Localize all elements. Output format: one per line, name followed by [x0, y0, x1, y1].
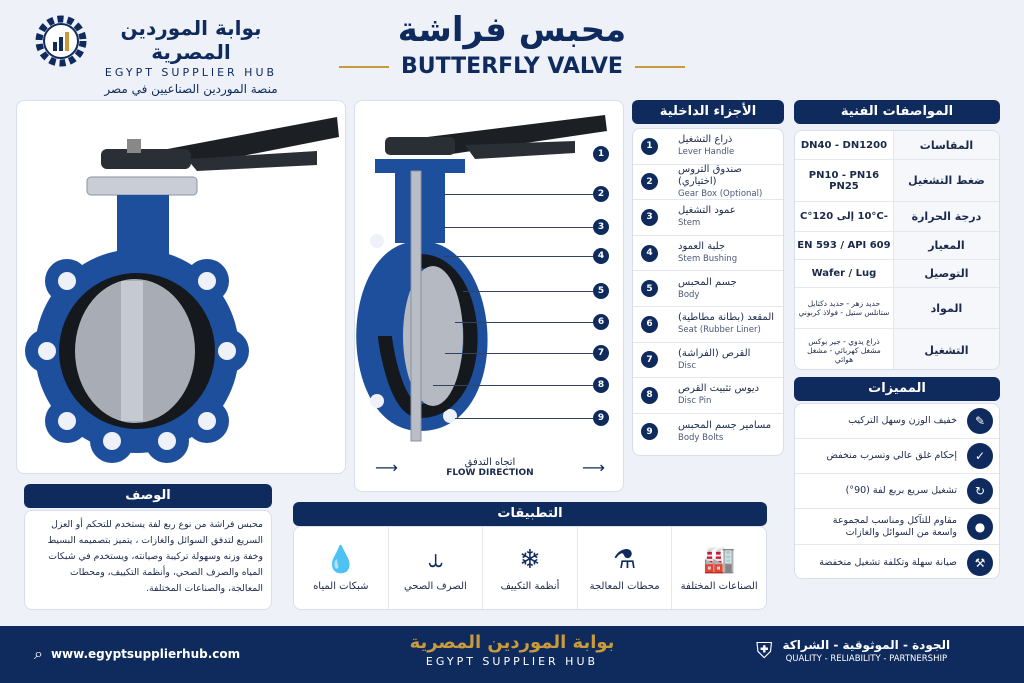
table-row: PN10 - PN16 PN25 ضغط التشغيل: [795, 160, 999, 202]
callout-9: 9: [593, 410, 609, 426]
page-title: [320, 8, 704, 79]
treatment-plant-icon: ⚗: [612, 544, 637, 575]
specs-heading: المواصفات الفنية: [794, 100, 1000, 124]
brand-name-en: EGYPT SUPPLIER HUB: [104, 66, 278, 79]
footer-values-ar: الجودة - الموثوقية - الشراكة: [782, 638, 951, 652]
wrench-icon: ⚒: [967, 550, 993, 576]
list-item: 1 ذراع التشغيل Lever Handle: [633, 129, 783, 165]
app-industry: 🏭 الصناعات المختلفة: [671, 527, 766, 609]
list-item: 9 مسامير جسم المحبس Body Bolts: [633, 414, 783, 450]
list-item: مقاوم للتآكل ومناسب لمجموعة واسعة من السوائل والغازات ●: [795, 509, 999, 545]
specs-table: [794, 130, 1000, 370]
list-item: صيانة سهلة وتكلفة تشغيل منخفضة ⚒: [795, 545, 999, 579]
shield-check-icon: ✓: [967, 443, 993, 469]
table-row: EN 593 / API 609 المعيار: [795, 232, 999, 260]
parts-heading: الأجزاء الداخلية: [632, 100, 784, 124]
arrow-right-icon: ⟶: [375, 458, 398, 477]
applications-heading: التطبيقات: [293, 502, 767, 526]
sewage-pipe-icon: ⥿: [428, 544, 443, 574]
flow-direction: [375, 457, 605, 478]
feather-icon: ✎: [967, 408, 993, 434]
globe-search-icon: ⌕: [34, 644, 43, 663]
arrow-right-icon: ⟶: [582, 458, 605, 477]
rotate-90-icon: ↻: [967, 478, 993, 504]
list-item: 8 ديوس تثبيت القرص Disc Pin: [633, 378, 783, 414]
valve-photo-card: [16, 100, 346, 474]
app-sewage: ⥿ الصرف الصحي: [388, 527, 483, 609]
list-item: خفيف الوزن وسهل التركيب ✎: [795, 404, 999, 439]
list-item: 4 جلبة العمود Stem Bushing: [633, 236, 783, 272]
flow-label-en: FLOW DIRECTION: [446, 468, 534, 478]
table-row: -10°C إلى 120°C درجة الحرارة: [795, 202, 999, 232]
shield-check-icon: ⛨: [756, 638, 773, 664]
list-item: إحكام غلق عالي وتسرب منخفض ✓: [795, 439, 999, 474]
callout-1: 1: [593, 146, 609, 162]
callout-5: 5: [593, 283, 609, 299]
factory-icon: 🏭: [702, 544, 736, 575]
list-item: 3 عمود التشغيل Stem: [633, 200, 783, 236]
features-list: [794, 403, 1000, 579]
parts-list: [632, 128, 784, 456]
footer-brand-ar: بوابة الموردين المصرية: [409, 632, 615, 653]
valve-section-card: [354, 100, 624, 492]
callout-6: 6: [593, 314, 609, 330]
description-heading: الوصف: [24, 484, 272, 508]
parts-panel: [632, 100, 784, 124]
app-treatment: ⚗ محطات المعالجة: [577, 527, 672, 609]
brand-block: [96, 16, 286, 96]
features-heading: المميزات: [794, 377, 1000, 401]
table-row: حديد زهر - حديد دكتايل ستانلس ستيل - فولاذ كربوني المواد: [795, 288, 999, 329]
applications-row: [293, 526, 767, 610]
callout-7: 7: [593, 345, 609, 361]
footer: [0, 626, 1024, 683]
water-drops-icon: 💧: [324, 544, 357, 575]
brand-name-ar: بوابة الموردين المصرية: [120, 16, 262, 64]
brand-logo: [34, 14, 88, 68]
list-item: تشغيل سريع بربع لفة (90°) ↻: [795, 474, 999, 509]
list-item: 7 القرص (الفراشة) Disc: [633, 343, 783, 379]
table-row: ذراع يدوي - جير بوكس مشغل كهربائي - مشغل هوائي التشغيل: [795, 329, 999, 370]
callout-4: 4: [593, 248, 609, 264]
callout-2: 2: [593, 186, 609, 202]
water-drop-icon: ●: [967, 514, 993, 540]
callout-8: 8: [593, 377, 609, 393]
hvac-unit-icon: ❄: [519, 544, 541, 575]
brand-tagline: منصة الموردين الصناعيين في مصر: [104, 82, 278, 96]
valve-photo: [17, 101, 347, 475]
table-row: Wafer / Lug التوصيل: [795, 260, 999, 288]
title-en: BUTTERFLY VALVE: [401, 54, 623, 79]
title-ar: محبس فراشة: [397, 10, 627, 50]
footer-values-en: QUALITY - RELIABILITY - PARTNERSHIP: [785, 654, 948, 664]
app-water: 💧 شبكات المياه: [313, 544, 369, 592]
callout-3: 3: [593, 219, 609, 235]
description-text: محبس فراشة من نوع ربع لفة يستخدم للتحكم أو العزل السريع لتدفق السوائل والغازات ، يتميز بتصميمه البسيط وخفة وزنه وسهولة تركيبة وصيانته، ويستخدم في شبكات المياه والصرف الصحي، وأنظمة التكييف، ومحطات المعالجة، والصناعات المختلفة.: [47, 519, 263, 594]
website-link[interactable]: www.egyptsupplierhub.com: [50, 647, 241, 661]
table-row: DN40 - DN1200 المقاسات: [795, 131, 999, 160]
app-hvac: ❄ أنظمة التكييف: [482, 527, 577, 609]
flow-label-ar: اتجاه التدفق: [464, 457, 516, 468]
description-box: [24, 510, 272, 610]
footer-brand-en: EGYPT SUPPLIER HUB: [425, 655, 599, 668]
list-item: 5 جسم المحبس Body: [633, 271, 783, 307]
list-item: 2 صندوق التروس (اختياري) Gear Box (Optional): [633, 165, 783, 201]
list-item: 6 المقعد (بطانة مطاطية) Seat (Rubber Liner): [633, 307, 783, 343]
gear-chart-icon: [34, 14, 88, 68]
valve-cutaway-diagram: [355, 101, 625, 451]
